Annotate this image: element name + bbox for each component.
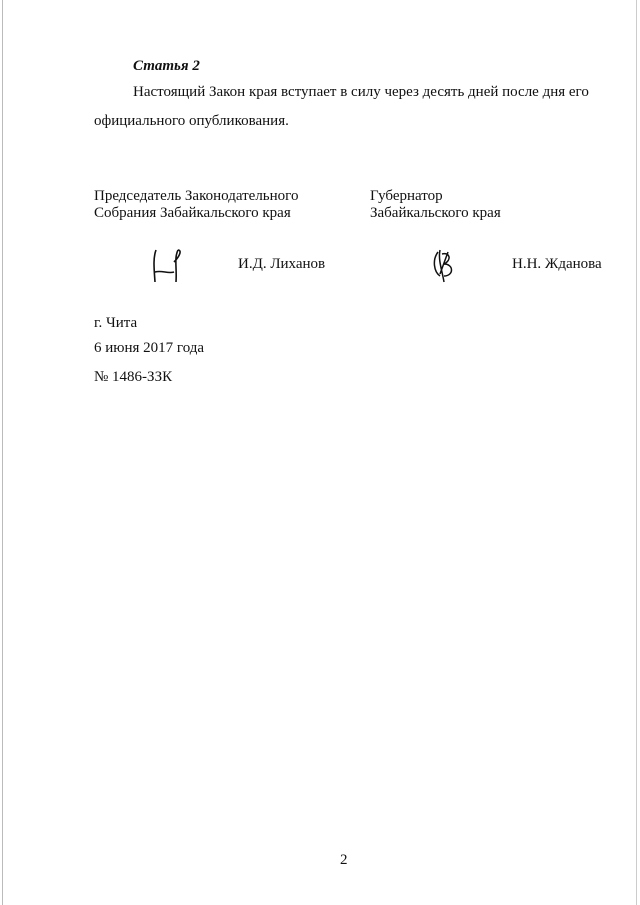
signature-lihanov (150, 246, 190, 286)
signature-zhdanova (428, 246, 464, 286)
article-heading: Статья 2 (133, 58, 200, 74)
right-signatory-title-2: Забайкальского края (370, 205, 501, 221)
left-signatory-title-2: Собрания Забайкальского края (94, 205, 291, 221)
article-text-line-2: официального опубликования. (94, 113, 289, 129)
left-signatory-title-1: Председатель Законодательного (94, 188, 299, 204)
page-number: 2 (340, 852, 348, 868)
scan-edge-left (2, 0, 3, 905)
right-signatory-name: Н.Н. Жданова (512, 256, 602, 272)
left-signatory-name: И.Д. Лиханов (238, 256, 326, 272)
date: 6 июня 2017 года (94, 340, 205, 356)
law-number: № 1486-ЗЗК (94, 369, 173, 385)
scan-edge-right (636, 0, 637, 905)
city: г. Чита (94, 315, 138, 331)
right-signatory-title-1: Губернатор (370, 188, 443, 204)
article-text-line-1: Настоящий Закон края вступает в силу через десять дней после дня его (133, 84, 589, 100)
